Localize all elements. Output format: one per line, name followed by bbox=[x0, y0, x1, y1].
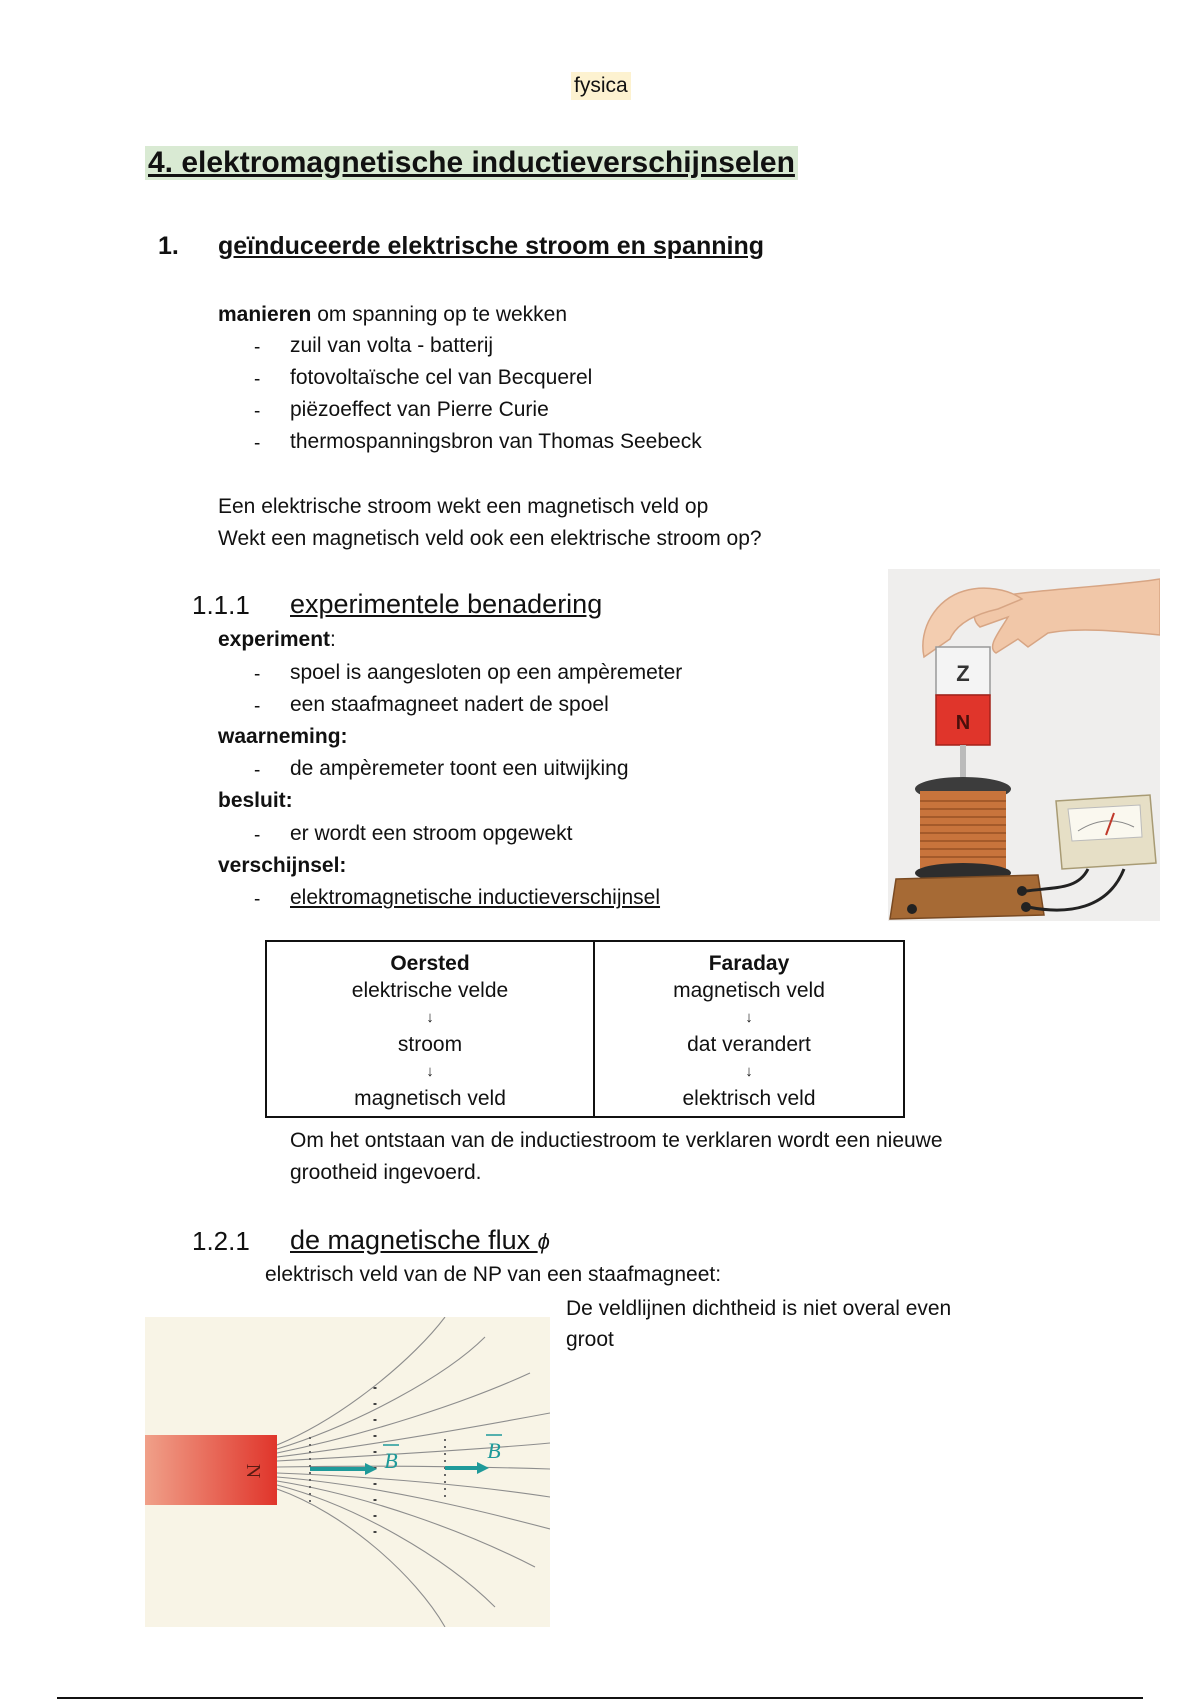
conclusion-label: besluit: bbox=[218, 789, 293, 812]
subsection-title-row bbox=[290, 1225, 550, 1256]
list-item: er wordt een stroom opgewekt bbox=[290, 822, 573, 845]
bullet: - bbox=[254, 825, 261, 846]
down-arrow-icon: ↓ bbox=[426, 1009, 434, 1026]
section-title: geïnduceerde elektrische stroom en spanning bbox=[218, 232, 764, 260]
bullet: - bbox=[254, 664, 261, 685]
bullet: - bbox=[254, 337, 261, 358]
intro-rest: om spanning op te wekken bbox=[311, 303, 568, 326]
induction-experiment-figure bbox=[888, 569, 1160, 921]
subsection-title: experimentele benadering bbox=[290, 589, 603, 619]
section-number: 1. bbox=[158, 232, 179, 260]
oersted-cell bbox=[266, 941, 594, 1117]
down-arrow-icon: ↓ bbox=[745, 1063, 753, 1080]
list-item: elektromagnetische inductieverschijnsel bbox=[290, 886, 661, 909]
subsection-title: de magnetische flux bbox=[290, 1225, 538, 1255]
down-arrow-icon: ↓ bbox=[745, 1009, 753, 1026]
question-line: Een elektrische stroom wekt een magnetisch veld op bbox=[218, 495, 709, 518]
vector-b-label: B bbox=[384, 1448, 398, 1473]
table-row bbox=[266, 941, 904, 1117]
observation-label: waarneming: bbox=[218, 725, 348, 748]
list-item: piëzoeffect van Pierre Curie bbox=[290, 398, 549, 421]
faraday-line: dat verandert bbox=[687, 1033, 811, 1056]
field-lines-figure bbox=[145, 1317, 550, 1627]
list-item: fotovoltaïsche cel van Becquerel bbox=[290, 366, 593, 389]
field-caption: elektrisch veld van de NP van een staafmagneet: bbox=[265, 1263, 722, 1286]
list-item: zuil van volta - batterij bbox=[290, 334, 494, 357]
list-item: de ampèremeter toont een uitwijking bbox=[290, 757, 629, 780]
question-line: Wekt een magnetisch veld ook een elektrische stroom op? bbox=[218, 527, 762, 550]
subsection-number: 1.2.1 bbox=[192, 1226, 250, 1256]
faraday-heading: Faraday bbox=[708, 952, 790, 975]
bullet: - bbox=[254, 401, 261, 422]
faraday-line: elektrisch veld bbox=[682, 1087, 816, 1110]
coil-body bbox=[920, 791, 1006, 871]
page-divider bbox=[57, 1697, 1143, 1699]
bullet: - bbox=[254, 369, 261, 390]
bullet: - bbox=[254, 889, 261, 910]
oersted-line: stroom bbox=[397, 1033, 463, 1056]
down-arrow-icon: ↓ bbox=[426, 1063, 434, 1080]
vector-b-label: B bbox=[487, 1438, 501, 1463]
intro-bold: manieren bbox=[218, 303, 312, 326]
magnet-pole-n-label: N bbox=[955, 712, 971, 734]
experiment-heading bbox=[218, 628, 336, 652]
list-item: een staafmagneet nadert de spoel bbox=[290, 693, 609, 716]
explanation-line: grootheid ingevoerd. bbox=[290, 1161, 482, 1184]
flux-symbol: ϕ bbox=[537, 1229, 550, 1254]
terminal bbox=[1017, 886, 1027, 896]
oersted-heading: Oersted bbox=[390, 952, 470, 975]
subject-label: fysica bbox=[571, 72, 631, 100]
intro-line bbox=[218, 303, 567, 327]
magnet-pole-label: N bbox=[242, 1463, 264, 1479]
experiment-label: experiment bbox=[218, 628, 331, 651]
chapter-title: 4. elektromagnetische inductieverschijnselen bbox=[145, 146, 798, 180]
oersted-line: elektrische velde bbox=[351, 979, 509, 1002]
faraday-cell bbox=[594, 941, 904, 1117]
comparison-table bbox=[265, 940, 905, 1118]
bullet: - bbox=[254, 433, 261, 454]
bullet: - bbox=[254, 696, 261, 717]
field-note-line: groot bbox=[566, 1328, 614, 1351]
ammeter-dial bbox=[1068, 805, 1142, 841]
experiment-colon: : bbox=[330, 628, 336, 651]
magnet-pole-z-label: Z bbox=[956, 661, 970, 686]
list-item: spoel is aangesloten op een ampèremeter bbox=[290, 661, 683, 684]
subsection-number: 1.1.1 bbox=[192, 590, 250, 620]
faraday-line: magnetisch veld bbox=[673, 979, 825, 1002]
field-note-line: De veldlijnen dichtheid is niet overal even bbox=[566, 1297, 952, 1320]
bullet: - bbox=[254, 760, 261, 781]
terminal bbox=[907, 904, 917, 914]
oersted-line: magnetisch veld bbox=[354, 1087, 506, 1110]
phenomenon-label: verschijnsel: bbox=[218, 854, 347, 877]
list-item: thermospanningsbron van Thomas Seebeck bbox=[290, 430, 702, 453]
explanation-line: Om het ontstaan van de inductiestroom te verklaren wordt een nieuwe bbox=[290, 1129, 943, 1152]
